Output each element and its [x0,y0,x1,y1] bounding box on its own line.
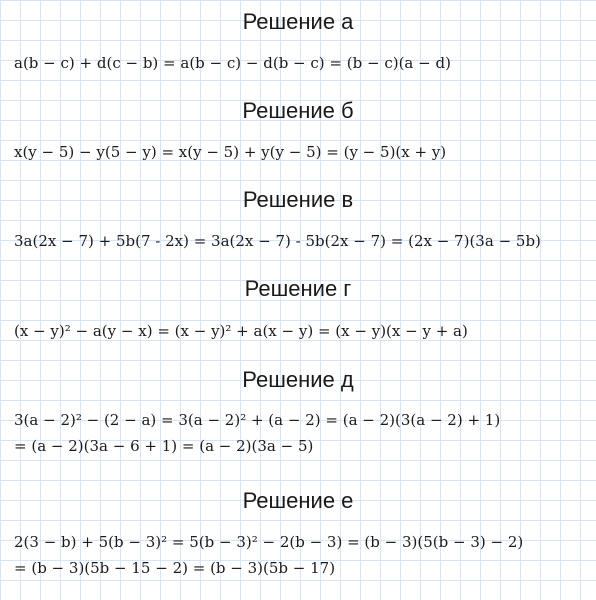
solution-d-equation-line-2: = (a − 2)(3a − 6 + 1) = (a − 2)(3a − 5) [14,437,314,455]
solution-e-heading: Решение е [242,488,354,513]
solution-a-equation: a(b − c) + d(c − b) = a(b − c) − d(b − c) = (b − c)(a − d) [14,54,451,72]
solution-e-equation-line-2: = (b − 3)(5b − 15 − 2) = (b − 3)(5b − 17) [14,559,336,577]
solution-d-heading: Решение д [242,367,354,392]
solution-v-equation: 3a(2x − 7) + 5b(7 - 2x) = 3a(2x − 7) - 5b(2x − 7) = (2x − 7)(3a − 5b) [14,232,541,250]
solution-e-equation-line-1: 2(3 − b) + 5(b − 3)² = 5(b − 3)² − 2(b − 3) = (b − 3)(5(b − 3) − 2) [14,533,524,551]
solution-v-heading: Решение в [242,187,354,212]
solution-d-equation-line-1: 3(a − 2)² − (2 − a) = 3(a − 2)² + (a − 2) = (a − 2)(3(a − 2) + 1) [14,411,501,429]
solution-g-equation: (x − y)² − a(y − x) = (x − y)² + a(x − y) = (x − y)(x − y + a) [14,322,468,340]
solution-b-equation: x(y − 5) − y(5 − y) = x(y − 5) + y(y − 5) = (y − 5)(x + y) [14,143,447,161]
solution-b-heading: Решение б [242,98,354,123]
solution-g-heading: Решение г [244,276,352,301]
solution-a-heading: Решение а [242,9,354,34]
